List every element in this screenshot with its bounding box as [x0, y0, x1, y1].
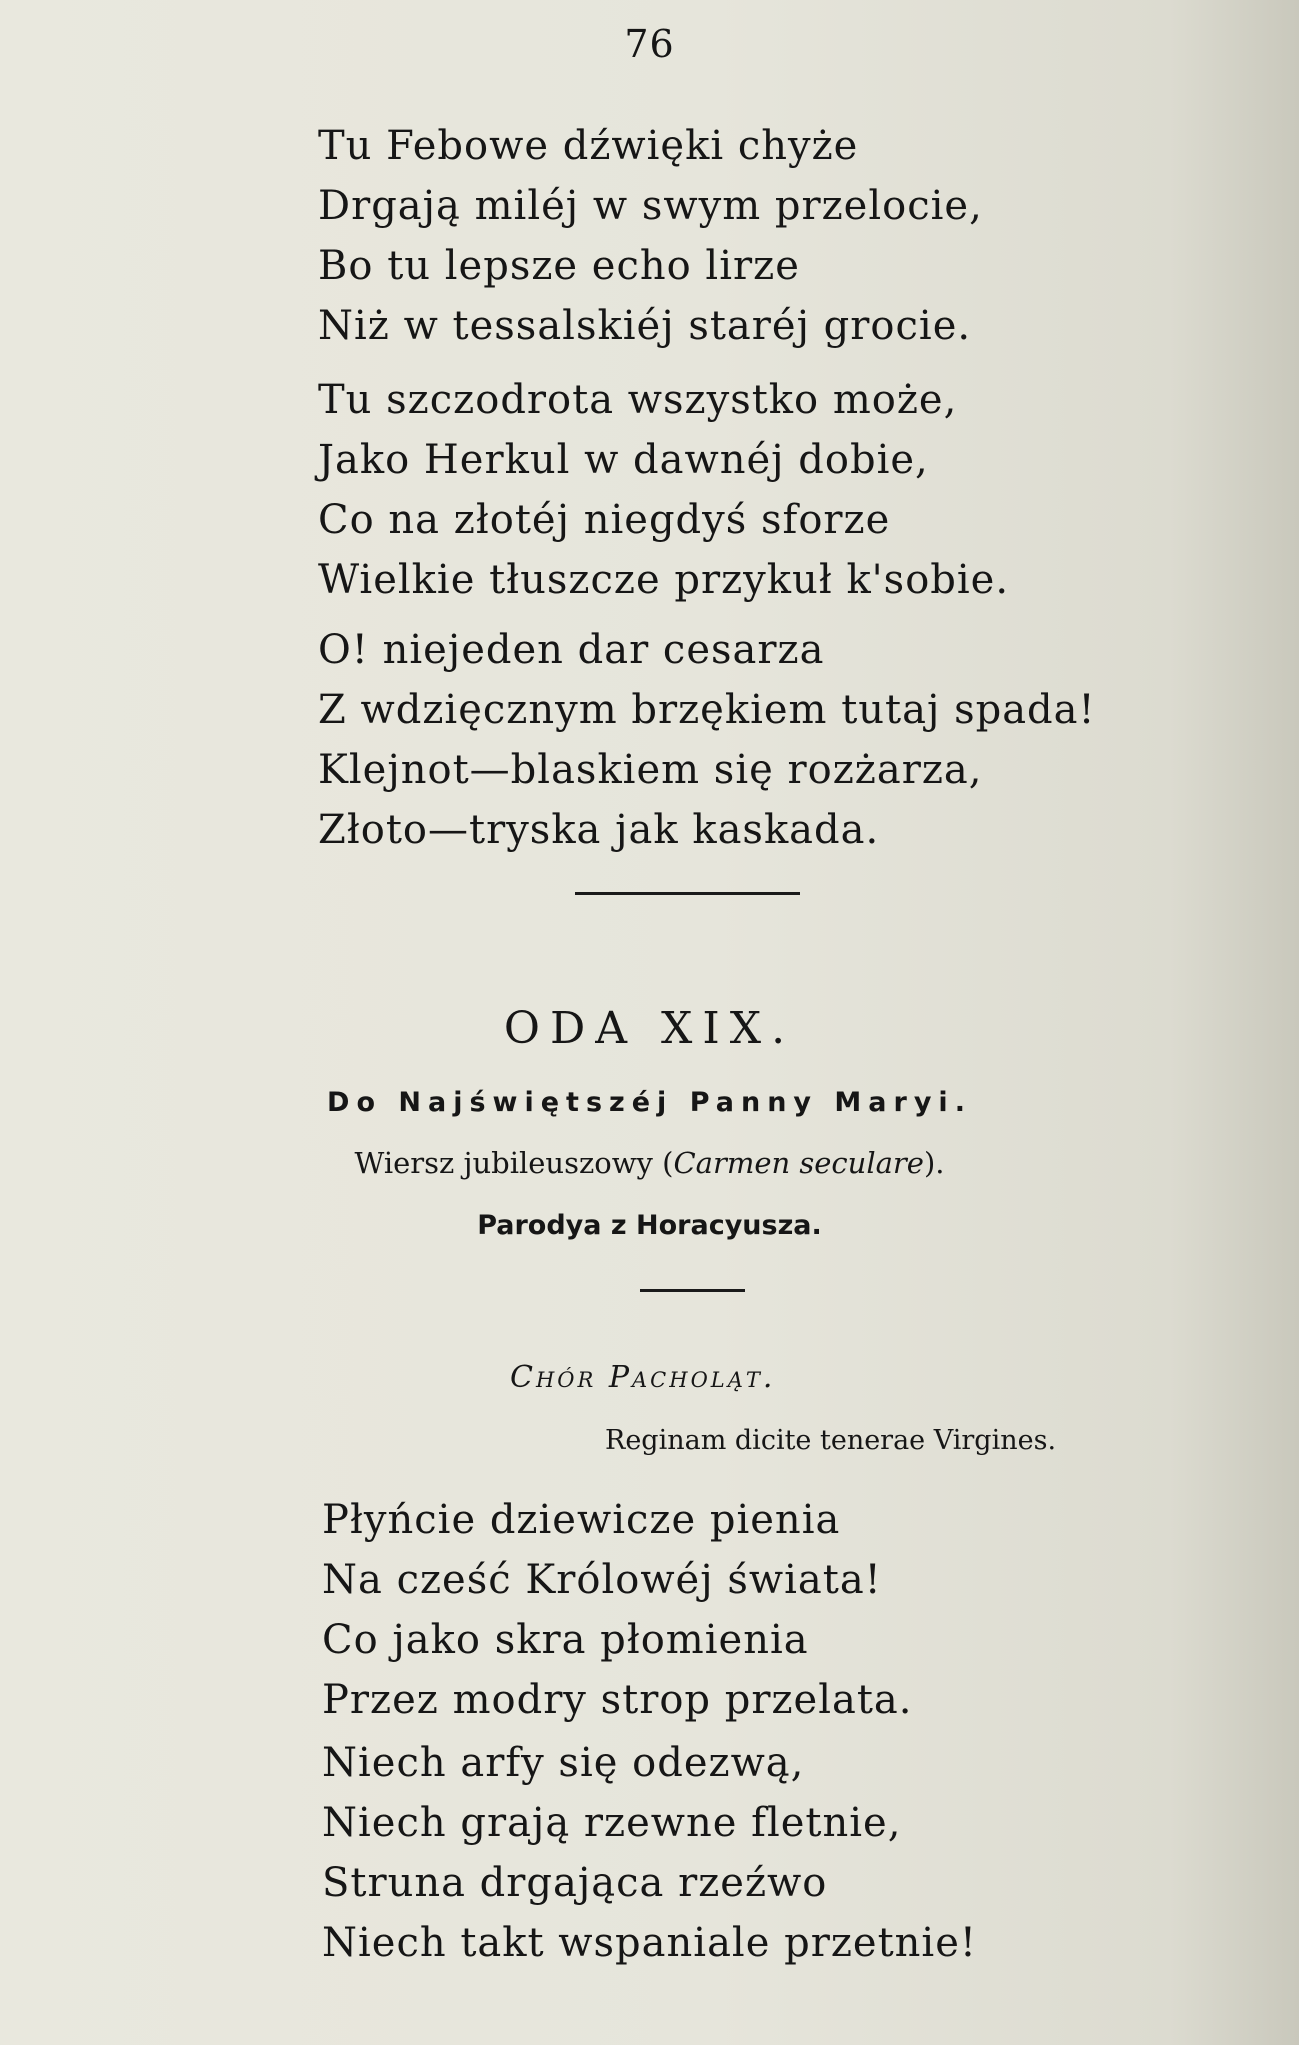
ode-parody-note: Parodya z Horacyusza.	[477, 1210, 822, 1241]
verse-line: Co jako skra płomienia	[322, 1617, 809, 1663]
stanza	[322, 1490, 913, 1730]
page-number: 76	[624, 22, 675, 66]
verse-line: Jako Herkul w dawnéj dobie,	[318, 437, 929, 483]
latin-epigraph: Reginam dicite tenerae Virgines.	[605, 1425, 1057, 1456]
verse-line: Przez modry strop przelata.	[322, 1677, 913, 1723]
verse-line: Złoto—tryska jak kaskada.	[318, 807, 880, 853]
verse-line: Co na złotéj niegdyś sforze	[318, 497, 891, 543]
verse-line: Bo tu lepsze echo lirze	[318, 243, 800, 289]
ode-title: ODA XIX.	[503, 1003, 796, 1054]
verse-line: Klejnot—blaskiem się rozżarza,	[318, 747, 983, 793]
verse-line: Niech takt wspaniale przetnie!	[322, 1920, 977, 1966]
subtitle-prefix: Wiersz jubileuszowy (	[354, 1146, 674, 1180]
short-divider	[640, 1289, 745, 1292]
ode-subtitle	[0, 1146, 1299, 1180]
stanza	[322, 1733, 977, 1973]
ode-dedication: Do Najświętszéj Panny Maryi.	[327, 1087, 972, 1118]
stanza	[318, 620, 1096, 860]
verse-line: Na cześć Królowéj świata!	[322, 1557, 882, 1603]
verse-line: Niż w tessalskiéj staréj grocie.	[318, 303, 972, 349]
verse-line: Płyńcie dziewicze pienia	[322, 1497, 841, 1543]
verse-line: Wielkie tłuszcze przykuł k'sobie.	[318, 557, 1010, 603]
choir-heading: Chór Pacholąt.	[510, 1360, 776, 1395]
section-divider	[575, 892, 800, 895]
verse-line: Z wdzięcznym brzękiem tutaj spada!	[318, 687, 1096, 733]
verse-line: Drgają miléj w swym przelocie,	[318, 183, 983, 229]
subtitle-suffix: ).	[923, 1146, 945, 1180]
subtitle-latin: Carmen seculare	[673, 1146, 924, 1180]
verse-line: Tu szczodrota wszystko może,	[318, 377, 958, 423]
verse-line: O! niejeden dar cesarza	[318, 627, 825, 673]
verse-line: Struna drgająca rzeźwo	[322, 1860, 828, 1906]
stanza	[318, 116, 983, 356]
verse-line: Niech arfy się odezwą,	[322, 1740, 805, 1786]
stanza	[318, 370, 1009, 610]
verse-line: Niech grają rzewne fletnie,	[322, 1800, 902, 1846]
verse-line: Tu Febowe dźwięki chyże	[318, 123, 859, 169]
